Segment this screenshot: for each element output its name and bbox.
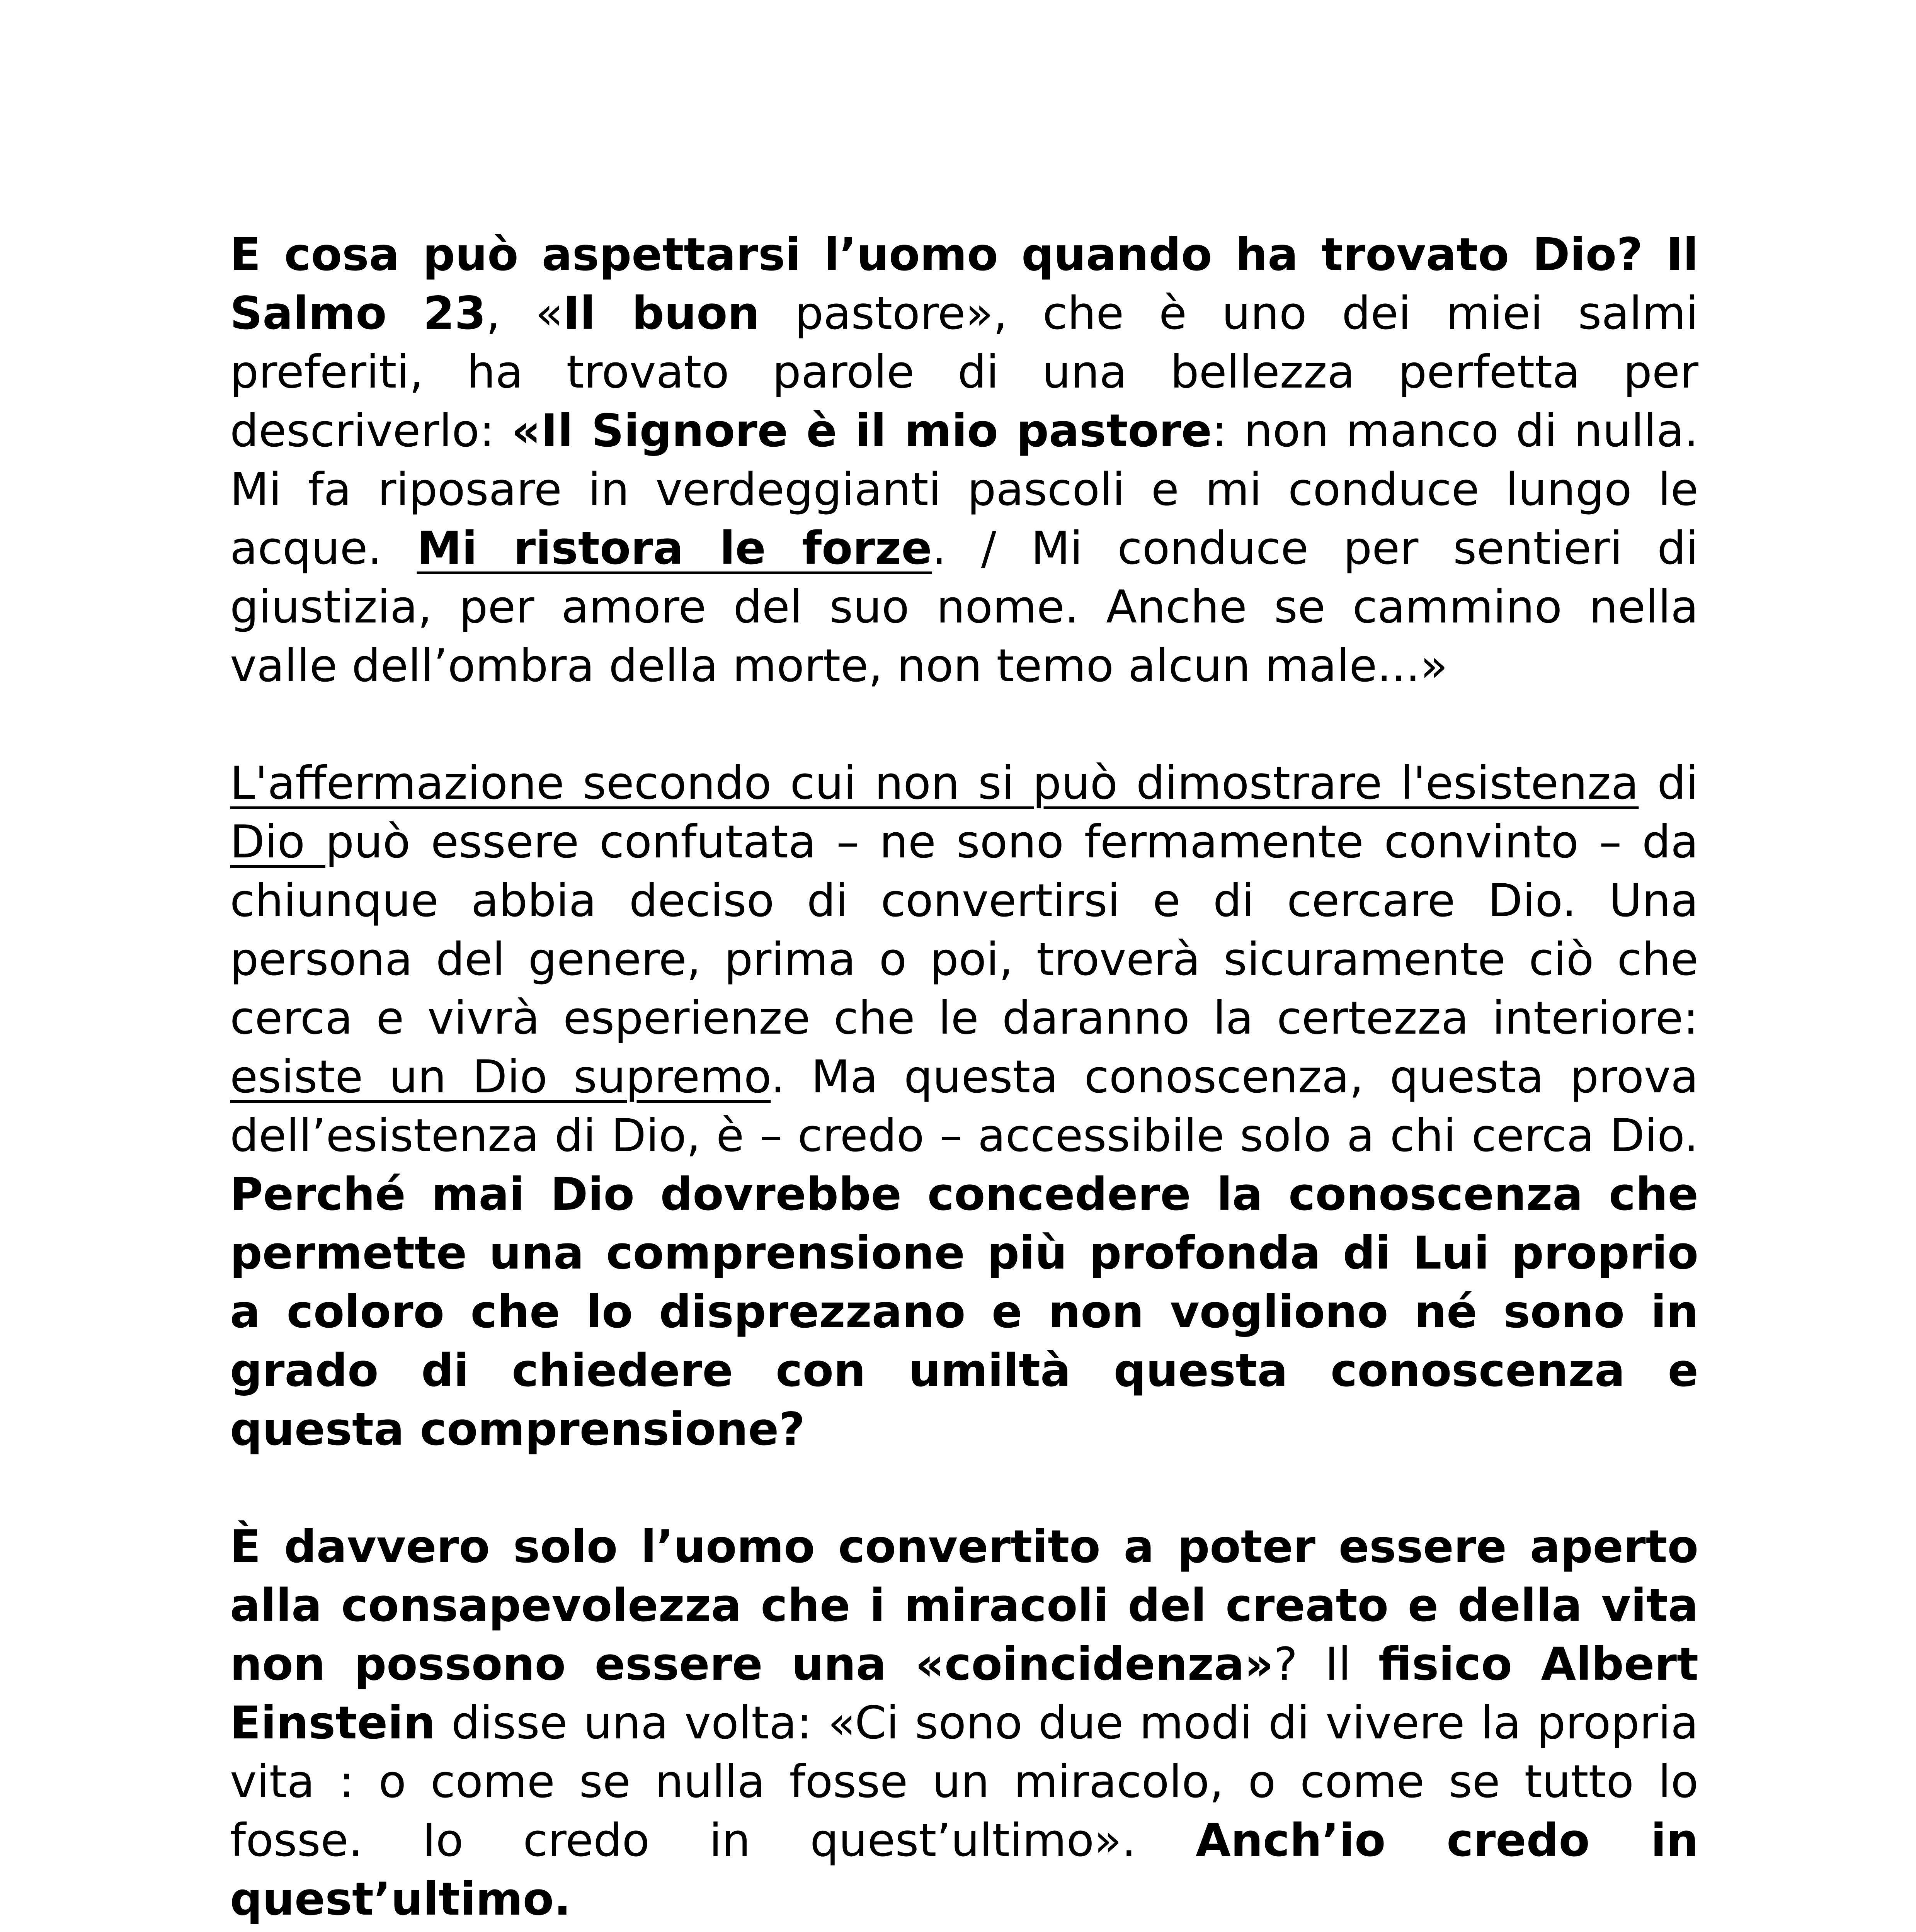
text-segment: , « [486, 287, 563, 340]
text-segment: Il buon [563, 287, 760, 340]
text-segment: E cosa può aspettarsi l’uomo quando ha trovato Dio? Il Salmo 23 [230, 228, 1698, 340]
text-segment: ? Il [1273, 1638, 1378, 1690]
page-body [230, 225, 1698, 1932]
text-segment: disse una volta: «Ci sono due modi di vivere la propria vita : o come se nulla fosse un miracolo, o come se tutto lo fosse. Io credo in quest’ultimo». [230, 1696, 1698, 1867]
text-segment: . / Mi conduce per sentieri di giustizia, per amore del suo nome. Anche se cammino nella valle dell’ombra della morte, non temo alcun male...» [230, 522, 1699, 692]
text-segment: di [1639, 757, 1699, 810]
text-segment: Anch’io credo in quest’ultimo. [230, 1814, 1699, 1925]
text-segment: può essere confutata – ne sono fermamente convinto – da chiunque abbia deciso di convertirsi e di cercare Dio. Una persona del genere, prima o poi, troverà sicuramente ciò che cerca e vivrà esperienze che le daranno la certezza interiore: [230, 815, 1699, 1044]
text-segment: Perché mai Dio dovrebbe concedere la conoscenza che permette una comprensione più profonda di Lui proprio a coloro che lo disprezzano e non vogliono né sono in grado di chiedere con umiltà questa conoscenza e questa comprensione? [230, 1168, 1698, 1456]
text-segment: Dio [230, 815, 326, 868]
text-segment: L'affermazione secondo cui non si può dimostrare l'esistenza [230, 757, 1639, 810]
text-segment: fisico Albert Einstein [230, 1638, 1698, 1749]
paragraph-psalm [230, 225, 1698, 695]
text-segment: È davvero solo l’uomo convertito a poter essere aperto alla consapevolezza che i miracoli del creato e della vita non possono essere una «coincidenza» [230, 1520, 1698, 1690]
text-segment: : non manco di nulla. Mi fa riposare in verdeggianti pascoli e mi conduce lungo le acque. [230, 404, 1698, 575]
text-segment: «Il Signore è il mio pastore [511, 404, 1212, 457]
paragraph-einstein [230, 1517, 1698, 1929]
text-segment: . Ma questa conoscenza, questa prova dell’esistenza di Dio, è – credo – accessibile solo a chi cerca Dio. [230, 1050, 1698, 1162]
text-segment: esiste un Dio supremo [230, 1050, 771, 1103]
paragraph-existence-of-god [230, 754, 1698, 1459]
text-segment: Mi ristora le forze [417, 522, 932, 575]
text-segment: pastore», che è uno dei miei salmi preferiti, ha trovato parole di una bellezza perfetta per descriverlo: [230, 287, 1699, 457]
